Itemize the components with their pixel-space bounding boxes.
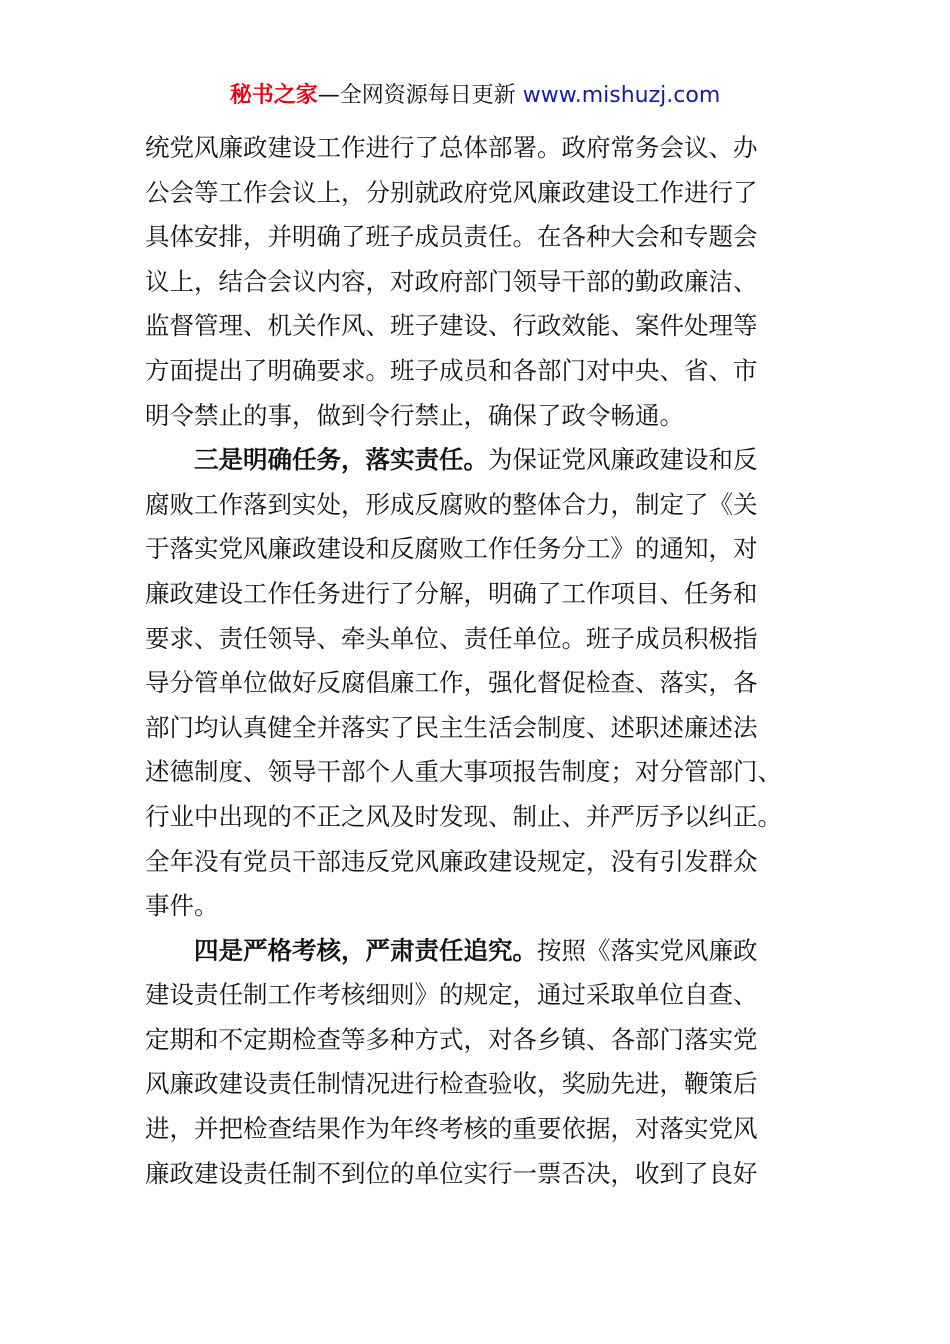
paragraph-heading: 四是严格考核，严肃责任追究。 bbox=[194, 935, 537, 965]
text-line: 述德制度、领导干部个人重大事项报告制度；对分管部门、 bbox=[145, 757, 782, 787]
paragraph-4-heading-line: 四是严格考核，严肃责任追究。按照《落实党风廉政 bbox=[194, 935, 758, 965]
text-line: 部门均认真健全并落实了民主生活会制度、述职述廉述法 bbox=[145, 712, 758, 742]
text-line: 建设责任制工作考核细则》的规定，通过采取单位自查、 bbox=[145, 980, 758, 1010]
text-line: 进，并把检查结果作为年终考核的重要依据，对落实党风 bbox=[145, 1114, 758, 1144]
text-line: 全年没有党员干部违反党风廉政建设规定，没有引发群众 bbox=[145, 846, 758, 876]
text-line: 于落实党风廉政建设和反腐败工作任务分工》的通知，对 bbox=[145, 534, 758, 564]
text-line: 要求、责任领导、牵头单位、责任单位。班子成员积极指 bbox=[145, 623, 758, 653]
text-line: 导分管单位做好反腐倡廉工作，强化督促检查、落实，各 bbox=[145, 668, 758, 698]
paragraph-3-heading-line: 三是明确任务，落实责任。为保证党风廉政建设和反 bbox=[194, 445, 758, 475]
paragraph-heading: 三是明确任务，落实责任。 bbox=[194, 445, 488, 475]
text-line: 具体安排，并明确了班子成员责任。在各种大会和专题会 bbox=[145, 222, 758, 252]
text-line: 行业中出现的不正之风及时发现、制止、并严厉予以纠正。 bbox=[145, 801, 782, 831]
site-brand: 秘书之家 bbox=[229, 83, 318, 108]
text-line: 明令禁止的事，做到令行禁止，确保了政令畅通。 bbox=[145, 400, 684, 430]
text-line: 事件。 bbox=[145, 891, 219, 921]
text-line: 廉政建设责任制不到位的单位实行一票否决，收到了良好 bbox=[145, 1158, 758, 1188]
text-line: 风廉政建设责任制情况进行检查验收，奖励先进，鞭策后 bbox=[145, 1069, 758, 1099]
text-line: 统党风廉政建设工作进行了总体部署。政府常务会议、办 bbox=[145, 133, 758, 162]
text-line: 腐败工作落到实处，形成反腐败的整体合力，制定了《关 bbox=[145, 489, 758, 519]
text-line: 议上，结合会议内容，对政府部门领导干部的勤政廉洁、 bbox=[145, 266, 758, 296]
text-line: 方面提出了明确要求。班子成员和各部门对中央、省、市 bbox=[145, 355, 758, 385]
site-tagline: —全网资源每日更新 bbox=[317, 83, 523, 108]
text-line: 廉政建设工作任务进行了分解，明确了工作项目、任务和 bbox=[145, 578, 758, 608]
site-url: www.mishuzj.com bbox=[522, 83, 721, 108]
text-line: 公会等工作会议上，分别就政府党风廉政建设工作进行了 bbox=[145, 177, 758, 207]
page-header bbox=[0, 80, 950, 112]
document-body bbox=[145, 126, 805, 1196]
text-line: 监督管理、机关作风、班子建设、行政效能、案件处理等 bbox=[145, 311, 758, 341]
text-line: 定期和不定期检查等多种方式，对各乡镇、各部门落实党 bbox=[145, 1024, 758, 1054]
